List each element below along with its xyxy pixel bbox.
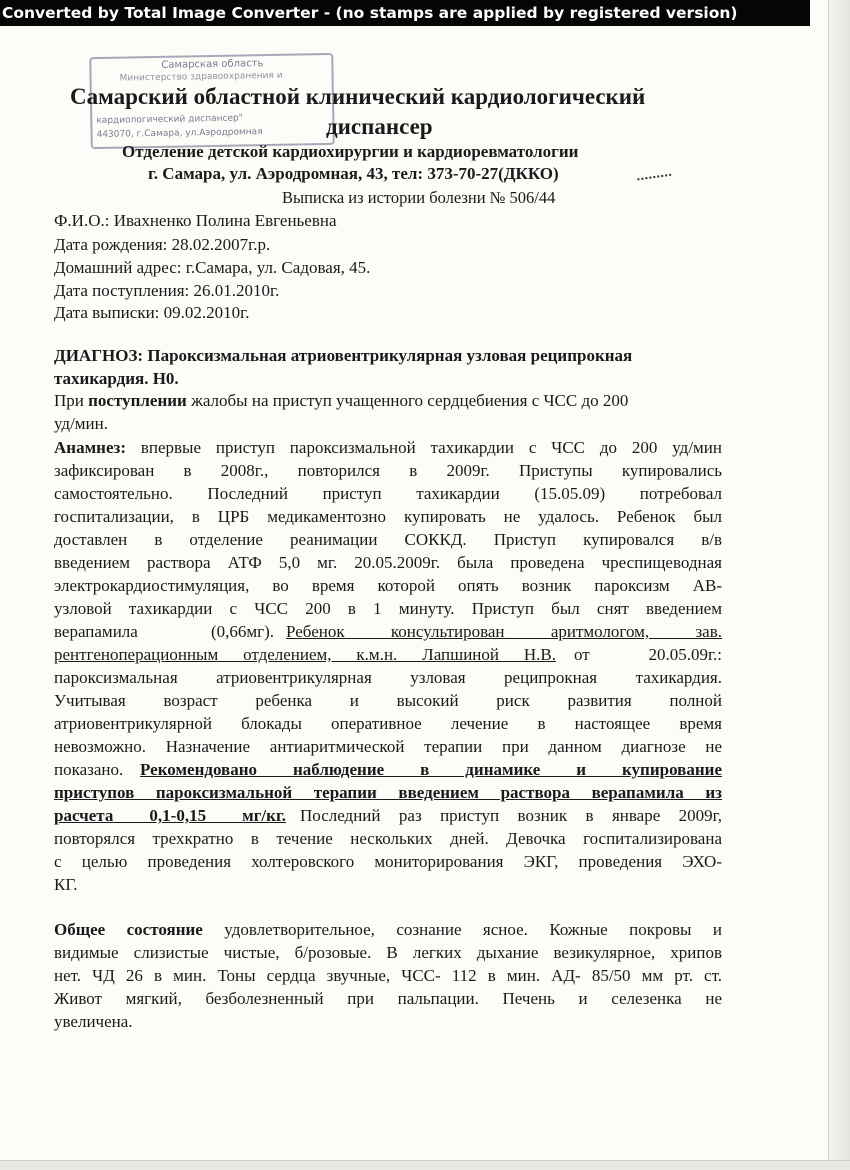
admission-date: Дата поступления: 26.01.2010г. [54, 281, 280, 300]
anamnesis-line: КГ. [54, 875, 78, 894]
department-name: Отделение детской кардиохирургии и кардиоревматологии [122, 142, 579, 161]
anamnesis-text: впервые приступ пароксизмальной тахикардии с ЧСС до 200 уд/мин [140, 438, 722, 457]
anamnesis-text: Последний раз приступ возник в январе 2009г, [300, 806, 722, 825]
anamnesis-line: узловой тахикардии с ЧСС 200 в 1 минуту. Приступ был снят введением [54, 599, 722, 618]
diagnosis-label: ДИАГНОЗ: [54, 346, 144, 365]
extract-title: Выписка из истории болезни № 506/44 [282, 188, 556, 207]
diagnosis-text-line2: тахикардия. Н0. [54, 369, 179, 388]
status-label: Общее состояние [54, 920, 203, 939]
complaints-keyword: поступлении [88, 391, 187, 410]
status-line [54, 920, 722, 940]
anamnesis-text: от 20.05.09г.: [574, 645, 722, 664]
complaints-pre: При [54, 391, 84, 410]
complaints-text-line2: уд/мин. [54, 414, 109, 433]
anamnesis-line: атриовентрикулярной блокады оперативное лечение в настоящее время [54, 714, 722, 733]
status-text: удовлетворительное, сознание ясное. Кожные покровы и [224, 920, 722, 939]
anamnesis-text: верапамила (0,66мг). [54, 622, 274, 641]
complaints-line [54, 391, 628, 411]
anamnesis-line: введением раствора АТФ 5,0 мг. 20.05.2009г. была проведена чреспищеводная [54, 553, 722, 572]
patient-address: Домашний адрес: г.Самара, ул. Садовая, 45. [54, 258, 371, 277]
consultation-text: Ребенок консультирован аритмологом, зав. [286, 622, 722, 641]
stamp-line: Министерство здравоохранения и [119, 70, 283, 84]
anamnesis-line: Учитывая возраст ребенка и высокий риск развития полной [54, 691, 722, 710]
department-address: г. Самара, ул. Аэродромная, 43, тел: 373-70-27(ДККО) [148, 164, 559, 183]
patient-name: Ф.И.О.: Ивахненко Полина Евгеньевна [54, 211, 337, 230]
anamnesis-text: показано. [54, 760, 124, 779]
anamnesis-line: зафиксирован в 2008г., повторился в 2009г. Приступы купировались [54, 461, 722, 480]
anamnesis-line: пароксизмальная атриовентрикулярная узловая реципрокная тахикардия. [54, 668, 722, 687]
diagnosis-text: Пароксизмальная атриовентрикулярная узловая реципрокная [147, 346, 633, 365]
stamp-line: 443070, г.Самара, ул.Аэродромная [96, 127, 263, 141]
recommendation-text: расчета 0,1-0,15 мг/кг. [54, 806, 286, 825]
pen-mark [637, 174, 672, 191]
stamp-line: Самарская область [161, 58, 264, 71]
patient-birth-date: Дата рождения: 28.02.2007г.р. [54, 235, 271, 254]
converter-banner: Converted by Total Image Converter - (no stamps are applied by registered version) [0, 0, 810, 26]
status-line: нет. ЧД 26 в мин. Тоны сердца звучные, ЧСС- 112 в мин. АД- 85/50 мм рт. ст. [54, 966, 722, 985]
anamnesis-line: доставлен в отделение реанимации СОККД. Приступ купировался в/в [54, 530, 722, 549]
status-line: увеличена. [54, 1012, 133, 1031]
document-title-line2: диспансер [326, 114, 433, 139]
stamp-line: кардиологический диспансер" [96, 113, 243, 127]
diagnosis-line [54, 346, 632, 366]
anamnesis-line: повторялся трехкратно в течение нескольких дней. Девочка госпитализирована [54, 829, 722, 848]
recommendation-text: приступов пароксизмальной терапии введением раствора верапамила из [54, 783, 722, 802]
anamnesis-line: электрокардиостимуляция, во время которой опять возник пароксизм АВ- [54, 576, 722, 595]
anamnesis-line: невозможно. Назначение антиаритмической терапии при данном диагнозе не [54, 737, 722, 756]
complaints-text: жалобы на приступ учащенного сердцебиения с ЧСС до 200 [191, 391, 629, 410]
consultation-text: рентгеноперационным отделением, к.м.н. Лапшиной Н.В. [54, 645, 556, 664]
discharge-date: Дата выписки: 09.02.2010г. [54, 303, 250, 322]
anamnesis-line [54, 438, 722, 458]
recommendation-text: Рекомендовано наблюдение в динамике и купирование [140, 760, 722, 779]
anamnesis-line: с целью проведения холтеровского мониторирования ЭКГ, проведения ЭХО- [54, 852, 722, 871]
page-edge-right [828, 0, 850, 1169]
status-line: Живот мягкий, безболезненный при пальпации. Печень и селезенка не [54, 989, 722, 1008]
anamnesis-line: госпитализации, в ЦРБ медикаментозно купировать не удалось. Ребенок был [54, 507, 722, 526]
status-line: видимые слизистые чистые, б/розовые. В легких дыхание везикулярное, хрипов [54, 943, 722, 962]
anamnesis-label: Анамнез: [54, 438, 126, 457]
document-title: Самарский областной клинический кардиологический [70, 84, 646, 109]
anamnesis-line: самостоятельно. Последний приступ тахикардии (15.05.09) потребовал [54, 484, 722, 503]
